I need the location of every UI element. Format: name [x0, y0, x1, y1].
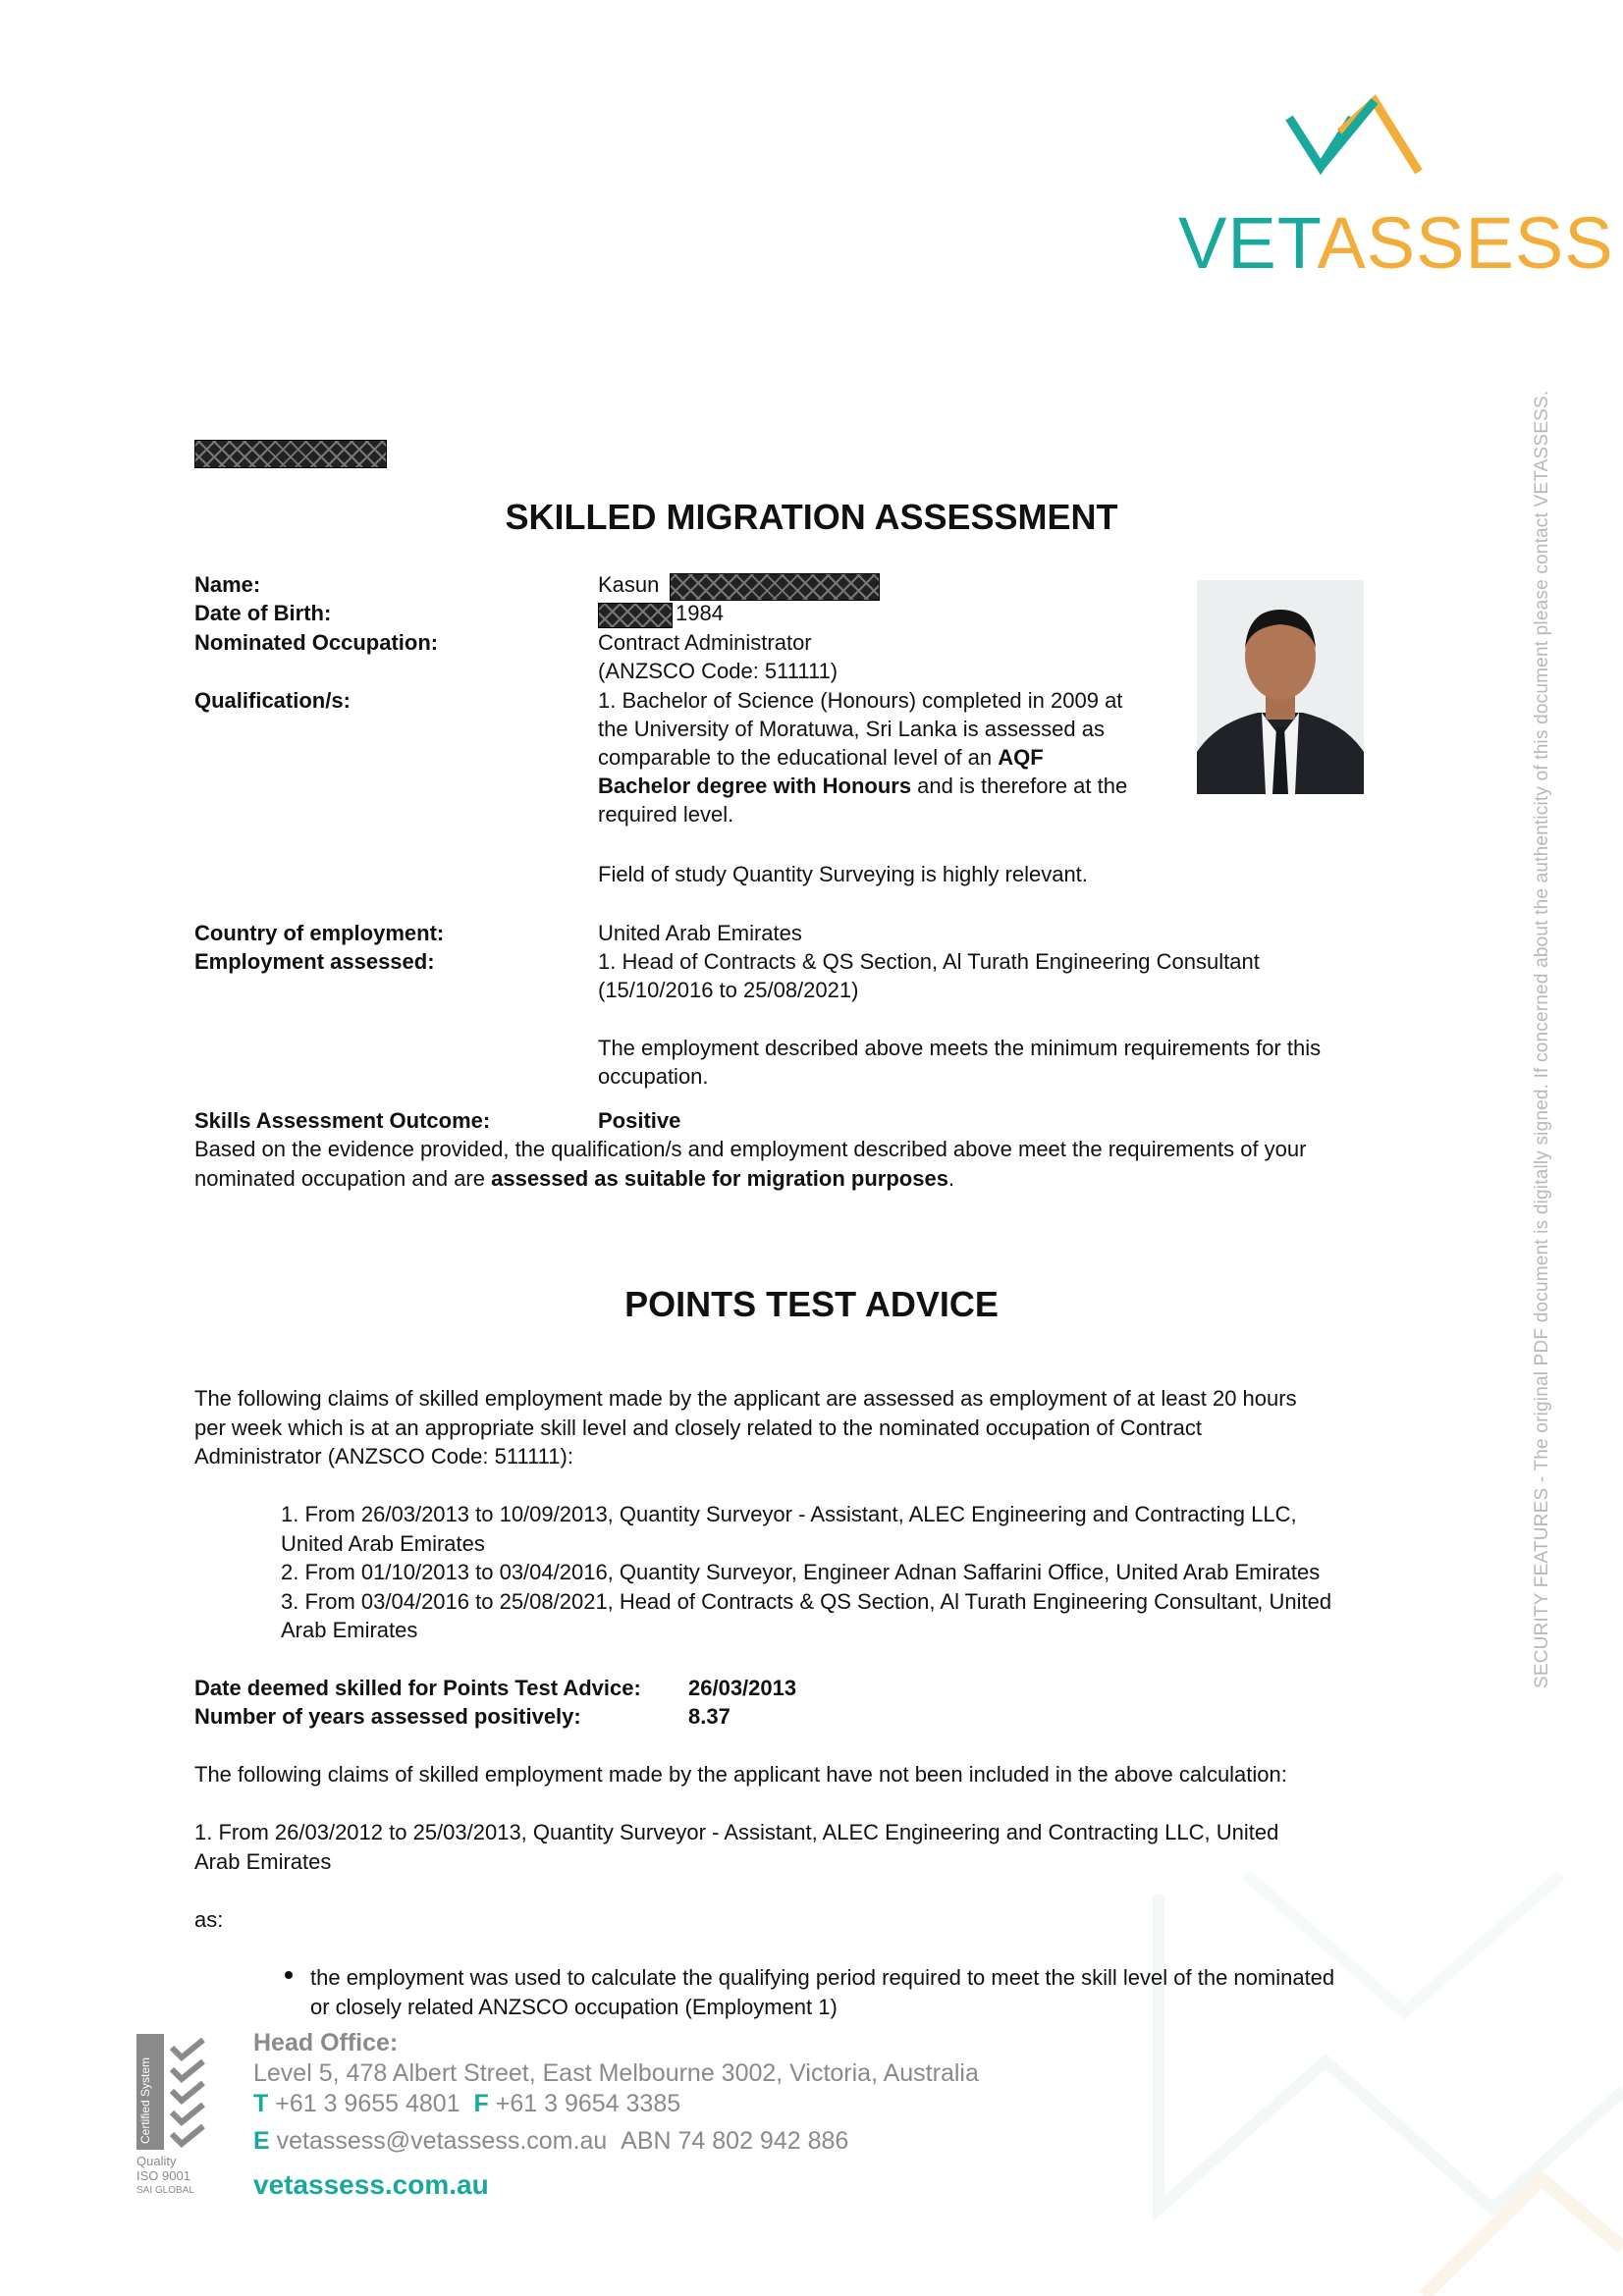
redacted-dob: [598, 603, 673, 628]
list-item: 1. From 26/03/2013 to 10/09/2013, Quantity Surveyor - Assistant, ALEC Engineering and Contracting LLC,: [281, 1502, 1297, 1526]
years-value: 8.37: [688, 1704, 730, 1729]
employment-label: Employment assessed:: [194, 949, 435, 974]
field-of-study: Field of study Quantity Surveying is highly relevant.: [598, 862, 1088, 886]
list-item: 3. From 03/04/2016 to 25/08/2021, Head of Contracts & QS Section, Al Turath Engineering Consultant, United: [281, 1588, 1332, 1614]
head-office-address: Level 5, 478 Albert Street, East Melbourne 3002, Victoria, Australia: [253, 2059, 979, 2087]
dob-label: Date of Birth:: [194, 601, 332, 625]
years-label: Number of years assessed positively:: [194, 1704, 581, 1729]
page-title: SKILLED MIGRATION ASSESSMENT: [505, 497, 1118, 537]
excluded-intro: The following claims of skilled employment made by the applicant have not been included in the above calculation:: [194, 1762, 1287, 1787]
outcome-label: Skills Assessment Outcome:: [194, 1108, 491, 1133]
bullet-dot-icon: [285, 1971, 293, 1979]
date-deemed-value: 26/03/2013: [688, 1676, 797, 1700]
contact-email-abn: E vetassess@vetassess.com.au ABN 74 802 942 886: [253, 2127, 849, 2155]
points-intro: The following claims of skilled employment made by the applicant are assessed as employment of at least 20 hours per week which is at an appropriate skill level and closely related to the nominated occupation of Contract Administrator (ANZSCO Code: 511111):: [194, 1386, 1297, 1468]
vetassess-logo-icon: [1281, 93, 1429, 191]
occupation-label: Nominated Occupation:: [194, 630, 439, 655]
employment-assessed: 1. Head of Contracts & QS Section, Al Turath Engineering Consultant (15/10/2016 to 25/08/2021): [598, 949, 1260, 1002]
name-label: Name:: [194, 572, 261, 597]
as-label: as:: [194, 1907, 224, 1932]
occupation-code: (ANZSCO Code: 511111): [598, 659, 839, 683]
name-value: Kasun: [598, 572, 660, 597]
dob-value: 1984: [676, 601, 724, 625]
date-deemed-label: Date deemed skilled for Points Test Advice:: [194, 1676, 641, 1700]
list-item: Arab Emirates: [281, 1618, 418, 1642]
points-test-title: POINTS TEST ADVICE: [624, 1284, 999, 1324]
iso-certification-badge: Certified System Quality ISO 9001 SAI GLOBAL: [136, 2034, 215, 2201]
qualification-text: 1. Bachelor of Science (Honours) completed in 2009 at the University of Moratuwa, Sri Lanka is assessed as comparable to the educational level of an AQF Bachelor degree with Honours and is therefore at the required level.: [598, 688, 1128, 827]
head-office-label: Head Office:: [253, 2029, 399, 2056]
points-employment-list: [281, 1500, 1331, 1645]
outcome-text: Based on the evidence provided, the qualification/s and employment described above meet the requirements of your nominated occupation and are assessed as suitable for migration purposes.: [194, 1137, 1307, 1191]
country-label: Country of employment:: [194, 921, 445, 945]
security-features-notice: SECURITY FEATURES - The original PDF document is digitally signed. If concerned about the authenticity of this document please contact VETASSESS.: [1532, 390, 1552, 1688]
website-link[interactable]: vetassess.com.au: [253, 2169, 489, 2200]
excluded-item: 1. From 26/03/2012 to 25/03/2013, Quantity Surveyor - Assistant, ALEC Engineering and Contracting LLC, United Arab Emirates: [194, 1820, 1279, 1874]
outcome-value: Positive: [598, 1108, 681, 1133]
background-chevron-decoration: [1129, 1816, 1623, 2296]
redacted-surname: [670, 573, 880, 601]
country-value: United Arab Emirates: [598, 921, 802, 945]
applicant-photo: [1197, 580, 1364, 794]
occupation-value: Contract Administrator: [598, 630, 812, 655]
redacted-reference: [194, 440, 387, 468]
vetassess-logo-text: VETASSESS: [1178, 202, 1614, 284]
qualification-label: Qualification/s:: [194, 688, 351, 713]
list-item: United Arab Emirates: [281, 1530, 485, 1556]
employment-note: The employment described above meets the minimum requirements for this occupation.: [598, 1036, 1322, 1089]
list-item: 2. From 01/10/2013 to 03/04/2016, Quantity Surveyor, Engineer Adnan Saffarini Office, United Arab Emirates: [281, 1560, 1321, 1584]
bullet-text: the employment was used to calculate the qualifying period required to meet the skill level of the nominated or closely related ANZSCO occupation (Employment 1): [310, 1965, 1335, 2019]
contact-phone-fax: T +61 3 9655 4801 F +61 3 9654 3385: [253, 2090, 681, 2117]
